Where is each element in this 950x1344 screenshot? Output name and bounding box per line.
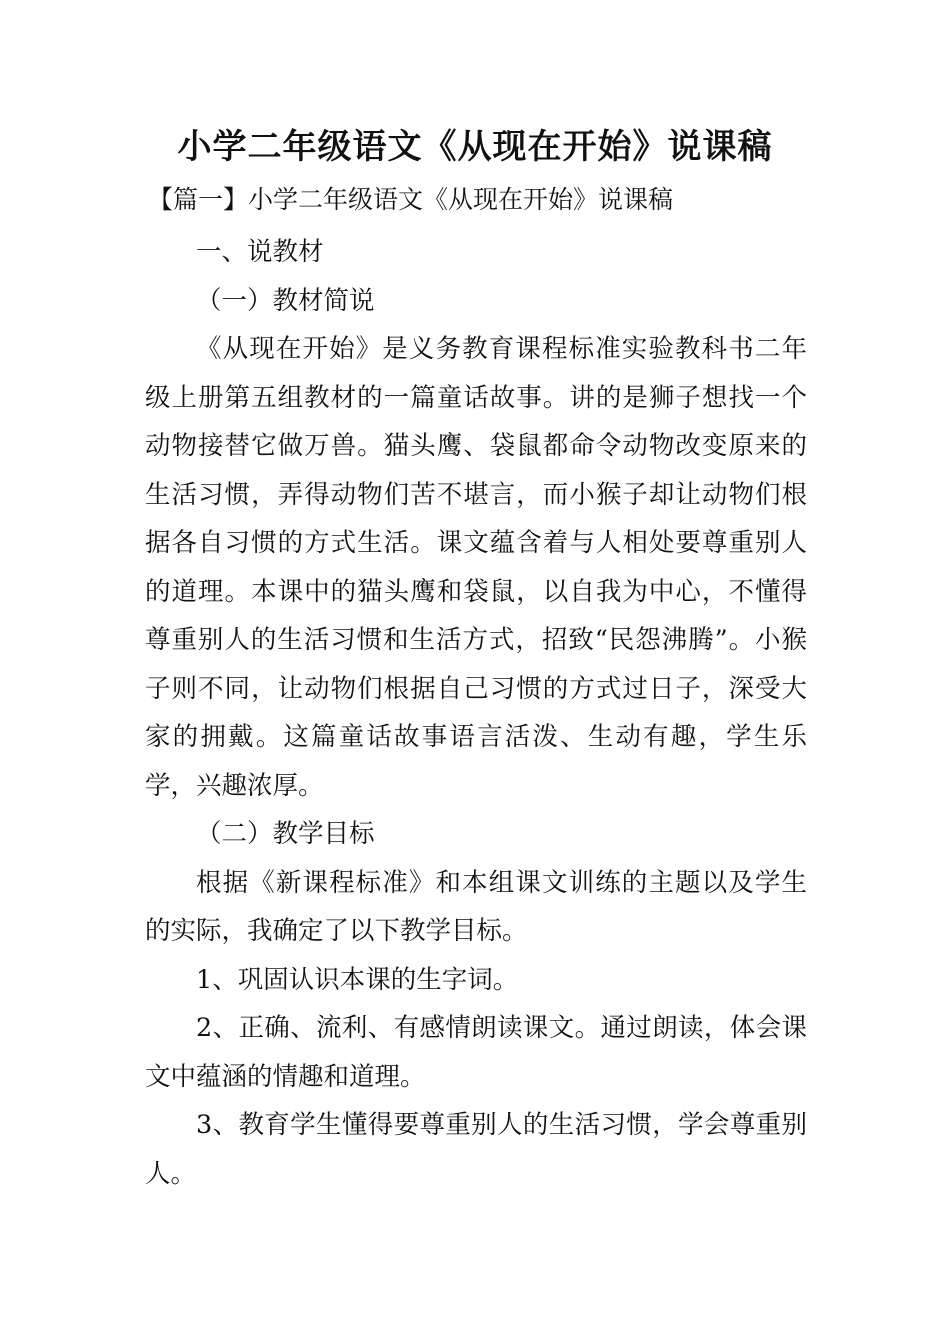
- list-item: 2、正确、流利、有感情朗读课文。通过朗读，体会课文中蕴涵的情趣和道理。: [145, 1013, 807, 1092]
- body-paragraph: 《从现在开始》是义务教育课程标准实验教科书二年级上册第五组教材的一篇童话故事。讲的是狮子想找一个动物接替它做万兽。猫头鹰、袋鼠都命令动物改变原来的生活习惯，弄得动物们苦不堪言，而小猴子却让动物们根据各自习惯的方式生活。课文蕴含着与人相处要尊重别人的道理。本课中的猫头鹰和袋鼠，以自我为中心，不懂得尊重别人的生活习惯和生活方式，招致“民怨沸腾”。小猴子则不同，让动物们根据自己习惯的方式过日子，深受大家的拥戴。这篇童话故事语言活泼、生动有趣，学生乐学，兴趣浓厚。: [145, 334, 807, 801]
- body-paragraph: 根据《新课程标准》和本组课文训练的主题以及学生的实际，我确定了以下教学目标。: [145, 867, 807, 946]
- subsection-heading: （二）教学目标: [196, 819, 375, 849]
- subsection-heading: （一）教材简说: [196, 285, 375, 316]
- document-subtitle: 【篇一】小学二年级语文《从现在开始》说课稿: [148, 185, 674, 214]
- section-heading: 一、说教材: [196, 237, 324, 267]
- document-body: [145, 228, 807, 1198]
- document-title: 小学二年级语文《从现在开始》说课稿: [177, 127, 773, 167]
- list-item: 3、教育学生懂得要尊重别人的生活习惯，学会尊重别人。: [145, 1110, 807, 1189]
- list-item: 1、巩固认识本课的生字词。: [196, 964, 519, 995]
